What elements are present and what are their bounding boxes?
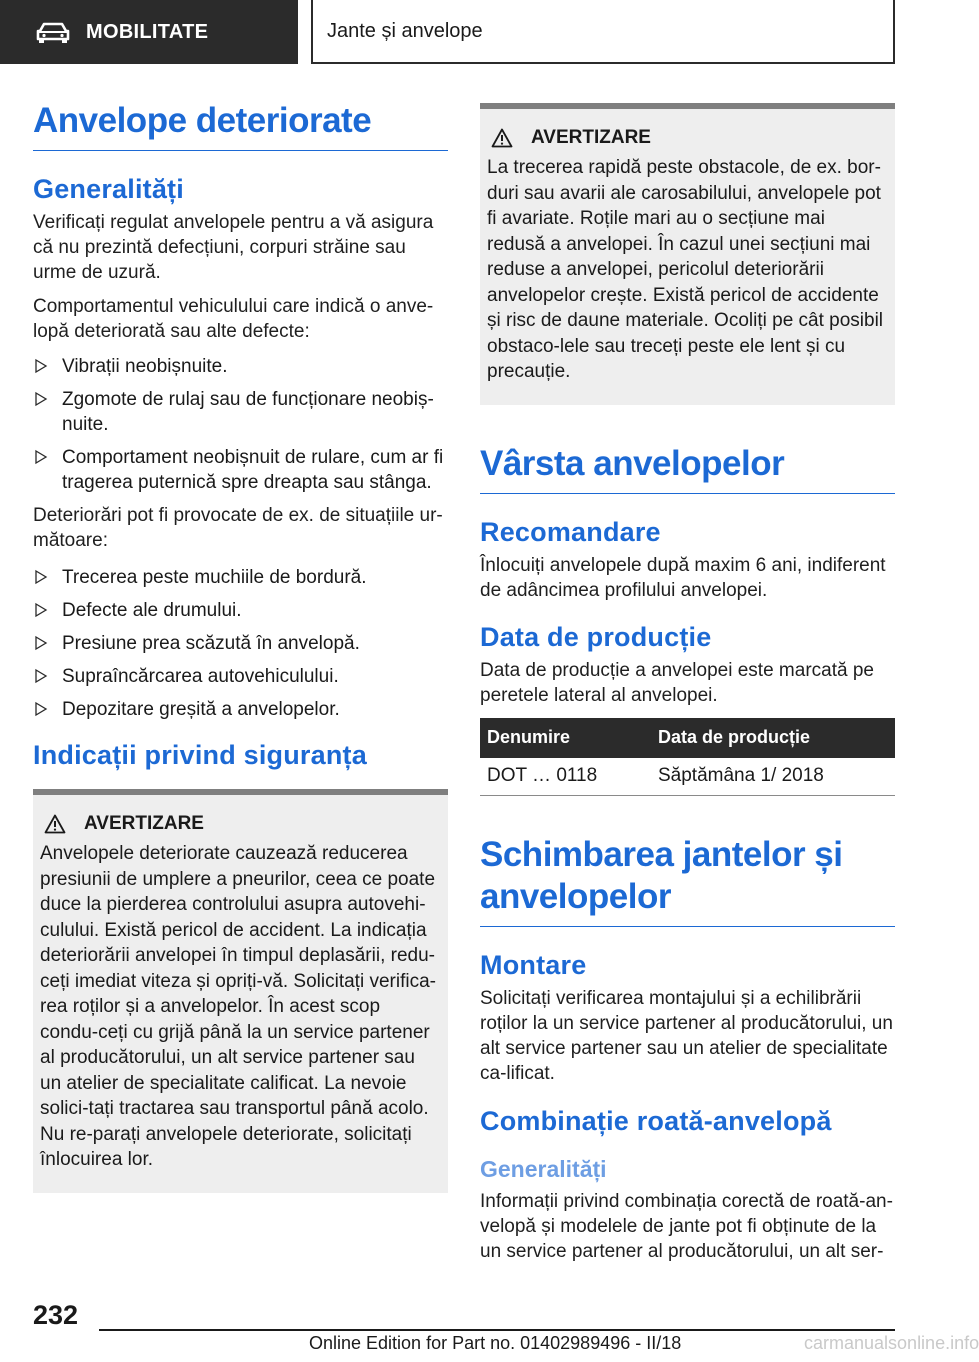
edition-note: Online Edition for Part no. 01402989496 - II/18 bbox=[309, 1333, 682, 1353]
triangle-bullet-icon bbox=[35, 636, 47, 650]
column-header: Data de producție bbox=[651, 718, 895, 758]
recommendation-heading: Recomandare bbox=[480, 516, 661, 547]
combination-heading: Combinație roată-anvelopă bbox=[480, 1106, 832, 1136]
breadcrumb[interactable]: Jante și anvelope bbox=[311, 0, 895, 64]
causes-list bbox=[33, 565, 448, 722]
symptoms-list bbox=[33, 354, 448, 495]
list-item: Comportament neobișnuit de rulare, cum ar fi tragerea puternică spre dreapta sau stânga. bbox=[33, 445, 448, 495]
causes-intro: Deteriorări pot fi provocate de ex. de situațiile ur-mătoare: bbox=[33, 505, 443, 551]
section-label: MOBILITATE bbox=[86, 20, 209, 43]
combination-text: Informații privind combinația corectă de roată-an-velopă și modelele de jante pot fi obținute de la un service partener al producătorului, un alt ser- bbox=[480, 1191, 893, 1262]
list-item: Supraîncărcarea autovehiculului. bbox=[33, 664, 448, 689]
list-item: Zgomote de rulaj sau de funcționare neobiș-nuite. bbox=[33, 387, 448, 437]
page-title: Anvelope deteriorate bbox=[33, 100, 448, 151]
general-paragraph: Verificați regulat anvelopele pentru a vă asigura că nu prezintă defecțiuni, corpuri străine sau urme de uzură. bbox=[33, 212, 434, 283]
triangle-bullet-icon bbox=[35, 450, 47, 464]
symptoms-intro: Comportamentul vehiculului care indică o anve-lopă deteriorată sau alte defecte: bbox=[33, 296, 434, 342]
general-heading: Generalități bbox=[33, 174, 184, 204]
triangle-bullet-icon bbox=[35, 702, 47, 716]
list-item: Depozitare greșită a anvelopelor. bbox=[33, 697, 448, 722]
list-item: Defecte ale drumului. bbox=[33, 598, 448, 623]
mounting-heading: Montare bbox=[480, 950, 587, 980]
table-row bbox=[480, 758, 895, 796]
combination-subheading: Generalități bbox=[480, 1156, 607, 1182]
production-date-text: Data de producție a anvelopei este marcată pe peretele lateral al anvelopei. bbox=[480, 659, 874, 706]
warning-text: La trecerea rapidă peste obstacole, de ex. bor-duri sau avarii ale carosabilului, anvelopele pot fi avariate. Roțile mari au o secțiune mai redusă a anvelopei. În cazul unei secțiuni mai reduse a anvelopei, pericolul deteriorării anvelopelor crește. Există pericol de accidente și risc de daune materiale. Ocoliți pe cât posibil obstaco-lele sau treceți peste ele lent și cu precauție. bbox=[487, 157, 884, 382]
table-cell: Săptămâna 1/ 2018 bbox=[651, 758, 895, 796]
triangle-bullet-icon bbox=[35, 603, 47, 617]
page-number: 232 bbox=[33, 1300, 79, 1330]
warning-title: AVERTIZARE bbox=[40, 813, 441, 835]
footer-divider bbox=[99, 1329, 895, 1331]
warning-text: Anvelopele deteriorate cauzează reducerea presiunii de umplere a pneurilor, ceea ce poate duce la pierderea controlului asupra autovehi-culului. Există pericol de accident. La indicația deteriorării anvelopei în timpul deplasării, redu-ceți imediat viteza și opriți-vă. Solicitați verifica-rea roților și a anvelopelor. În acest scop condu-ceți cu grijă până la un service partener al producătorului, un alt service partener sau un atelier de specialitate calificat. La nevoie solici-tați tractarea sau transportul până acolo. Nu re-parați anvelopele deteriorate, solicitați înlocuirea lor. bbox=[40, 843, 436, 1170]
left-column bbox=[33, 0, 448, 1193]
list-item: Trecerea peste muchiile de bordură. bbox=[33, 565, 448, 590]
warning-triangle-icon bbox=[44, 814, 66, 834]
change-wheels-title: Schimbarea jantelor și anvelopelor bbox=[480, 834, 895, 927]
list-item: Vibrații neobișnuite. bbox=[33, 354, 448, 379]
warning-box bbox=[33, 789, 448, 1193]
production-date-heading: Data de producție bbox=[480, 621, 712, 652]
right-column bbox=[480, 0, 895, 1264]
table-header-row bbox=[480, 718, 895, 758]
list-item: Presiune prea scăzută în anvelopă. bbox=[33, 631, 448, 656]
triangle-bullet-icon bbox=[35, 570, 47, 584]
recommendation-text: Înlocuiți anvelopele după maxim 6 ani, indiferent de adâncimea profilului anvelopei. bbox=[480, 554, 886, 601]
table-cell: DOT … 0118 bbox=[480, 758, 651, 796]
warning-triangle-icon bbox=[491, 128, 513, 148]
production-date-table bbox=[480, 718, 895, 797]
column-header: Denumire bbox=[480, 718, 651, 758]
tire-age-title: Vârsta anvelopelor bbox=[480, 443, 895, 494]
triangle-bullet-icon bbox=[35, 669, 47, 683]
warning-title: AVERTIZARE bbox=[487, 127, 888, 149]
mounting-text: Solicitați verificarea montajului și a echilibrării roților la un service partener al producătorului, un alt service partener sau un atelier de specialitate ca-lificat. bbox=[480, 988, 893, 1084]
watermark: carmanualsonline.info bbox=[804, 1333, 979, 1353]
triangle-bullet-icon bbox=[35, 392, 47, 406]
triangle-bullet-icon bbox=[35, 359, 47, 373]
safety-heading: Indicații privind siguranța bbox=[33, 740, 367, 770]
warning-box bbox=[480, 103, 895, 405]
